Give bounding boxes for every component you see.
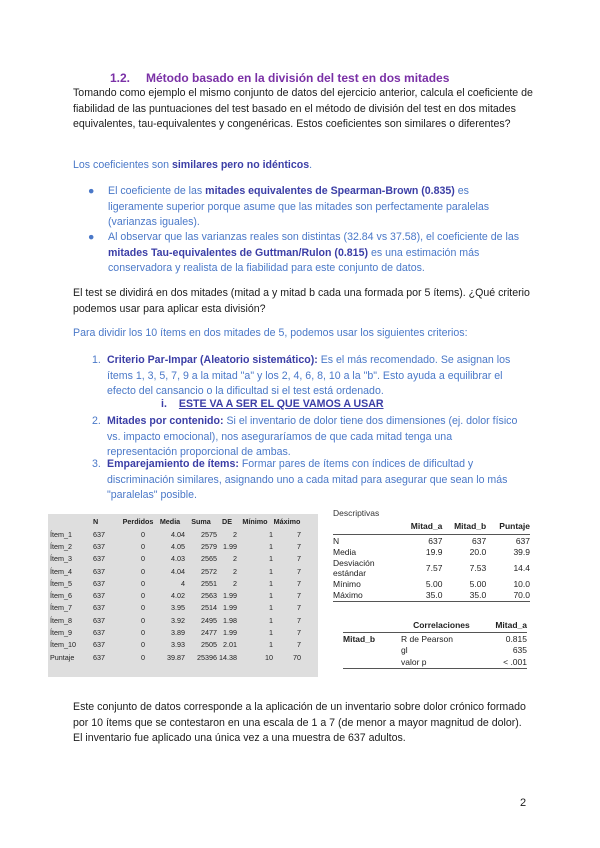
table-row: [48, 602, 301, 614]
table-cell: N: [333, 535, 340, 546]
criterion-bold: Criterio Par-Impar (Aleatorio sistemático):: [107, 354, 318, 366]
table-row: [48, 626, 301, 638]
table-cell: 1: [269, 640, 273, 650]
table-header: DE: [222, 516, 232, 526]
descriptivas-table: [333, 518, 530, 602]
table-cell: 4.03: [171, 554, 185, 564]
chosen-criterion-note: [161, 398, 384, 410]
table-cell: 2565: [201, 554, 217, 564]
question-2: El test se dividirá en dos mitades (mitad a y mitad b cada una formada por 5 ítems). ¿Qué criterio podemos usar para aplicar esta división?: [73, 287, 530, 315]
criterion-text: Es el más recomendado. Se asignan los ítems 1, 3, 5, 7, 9 a la mitad "a" y los 2, 4, 6, 8, 10 a la "b". Esto ayuda a equilibrar el efecto del cansancio o la dificultad si el test está ordenado.: [107, 354, 511, 397]
answer-1-intro-end: .: [309, 159, 313, 171]
table-cell: 4.05: [171, 541, 185, 551]
section-heading: [110, 71, 449, 85]
table-cell: Ítem_7: [50, 603, 72, 613]
table-row: [48, 553, 301, 565]
table-row: [48, 540, 301, 552]
table-row: [48, 565, 301, 577]
criterion-text: Formar pares de ítems con índices de dificultad y discriminación similares, asignando uno a cada mitad para asegurar que sean lo más "paralelas" posible.: [107, 458, 508, 501]
table-header-row: [48, 514, 301, 528]
bullet-text: es ligeramente superior porque asume que las mitades son perfectamente paralelas (varianzas iguales).: [108, 185, 490, 228]
table-cell: 35.0: [442, 590, 486, 602]
table-cell: 4.02: [171, 591, 185, 601]
table-cell: 2579: [201, 541, 217, 551]
table-cell: 2572: [201, 566, 217, 576]
table-cell: 5.00: [469, 578, 487, 589]
bullet-text: El coeficiente de las: [108, 185, 206, 197]
table-cell: 0: [141, 541, 145, 551]
table-cell: 0.815: [505, 633, 527, 644]
table-row: [343, 645, 527, 657]
table-cell: 4.04: [171, 529, 185, 539]
table-cell: 637: [93, 541, 105, 551]
table-cell: 10: [265, 652, 273, 662]
table-cell: 7.57: [425, 563, 443, 573]
sub-text: ESTE VA A SER EL QUE VAMOS A USAR: [178, 398, 384, 410]
table-header: Perdidos: [122, 516, 154, 526]
table-cell: 2: [233, 529, 237, 539]
table-cell: 7: [297, 603, 301, 613]
descriptivas-title: Descriptivas: [333, 508, 380, 518]
items-descriptive-table: [48, 514, 318, 677]
table-cell: 637: [515, 535, 530, 546]
table-cell: 7: [297, 529, 301, 539]
answer-1-intro-text: Los coeficientes son: [73, 159, 172, 171]
table-cell: 637: [93, 566, 105, 576]
table-cell: 1: [269, 591, 273, 601]
table-header: Máximo: [273, 516, 301, 526]
table-cell: 637: [93, 578, 105, 588]
table-row: [48, 577, 301, 589]
page-number: 2: [520, 797, 527, 809]
table-cell: 637: [93, 529, 105, 539]
table-cell: 7: [297, 566, 301, 576]
table-header: [48, 514, 93, 528]
table-cell: R de Pearson: [401, 633, 453, 644]
table-cell: 10.0: [513, 578, 530, 589]
table-cell: 1.99: [223, 591, 237, 601]
table-row: [343, 633, 527, 645]
table-row: [333, 547, 530, 559]
table-header: Correlaciones: [401, 617, 482, 633]
table-cell: 35.0: [399, 590, 443, 602]
table-cell: 0: [141, 578, 145, 588]
table-cell: 14.4: [513, 563, 530, 573]
table-row: [48, 651, 301, 663]
table-cell: 637: [93, 554, 105, 564]
table-cell: 3.93: [171, 640, 185, 650]
table-cell: 2495: [201, 615, 217, 625]
table-cell: Ítem_10: [50, 640, 76, 650]
table-row: [48, 589, 301, 601]
table-header: Media: [159, 516, 181, 526]
bullet-item: [88, 230, 522, 277]
table-cell: 7: [297, 554, 301, 564]
criterion-text: Si el inventario de dolor tiene dos dimensiones (ej. dolor físico vs. impacto emocional), nos aseguraríamos de que cada mitad tenga una representación proporcional de ambas.: [107, 415, 518, 458]
table-row: [343, 656, 527, 668]
bullet-text: Al observar que las varianzas reales son distintas (32.84 vs 37.58), el coeficiente de las: [108, 231, 520, 243]
table-header: N: [93, 516, 99, 526]
table-row: [333, 558, 530, 578]
table-cell: 1: [269, 578, 273, 588]
table-cell: 3.92: [171, 615, 185, 625]
table-cell: 0: [141, 566, 145, 576]
table-cell: 1: [269, 615, 273, 625]
table-cell: 7: [297, 591, 301, 601]
bullet-item: [88, 184, 522, 231]
table-row: [48, 614, 301, 626]
table-header: Mitad_a: [482, 617, 527, 633]
section-number: 1.2.: [110, 71, 131, 85]
table-header: [343, 617, 401, 633]
table-cell: Ítem_1: [50, 529, 72, 539]
answer-1-intro-bold: similares pero no idénticos: [171, 159, 310, 171]
table-cell: Ítem_4: [50, 566, 72, 576]
table-row-label: Mitad_b: [343, 633, 376, 644]
table-cell: 1: [269, 529, 273, 539]
table-header: [333, 518, 399, 535]
table-header: Mitad_a: [399, 518, 443, 535]
question-1: Tomando como ejemplo el mismo conjunto de datos del ejercicio anterior, calcula el coeficiente de fiabilidad de las puntuaciones del test basado en el método de división del test en dos mitades equivalentes, tau-equivalentes y congenéricas. Estos coeficientes son similares o diferentes?: [73, 87, 533, 130]
table-cell: Ítem_5: [50, 578, 72, 588]
criterion-number: 2.: [92, 415, 101, 427]
table-cell: 0: [141, 529, 145, 539]
table-cell: 4: [181, 578, 185, 588]
table-cell: 3.95: [171, 603, 185, 613]
table-cell: 70.0: [486, 590, 530, 602]
table-cell: Media: [333, 547, 357, 558]
bullet-dot-icon: ●: [88, 185, 95, 197]
table-header-row: [343, 617, 527, 633]
table-cell: 7: [297, 628, 301, 638]
table-cell: 637: [93, 603, 105, 613]
table-header: Mínimo: [242, 516, 268, 526]
section-title: Método basado en la división del test en dos mitades: [146, 71, 450, 85]
table-cell: Ítem_9: [50, 628, 72, 638]
table-cell: 637: [93, 591, 105, 601]
table-cell: 39.9: [513, 547, 530, 558]
table-cell: gl: [401, 645, 408, 656]
bullet-bold: mitades Tau-equivalentes de Guttman/Rulon (0.815): [108, 246, 368, 259]
table-cell: 7: [297, 541, 301, 551]
answer-2-intro: Para dividir los 10 ítems en dos mitades de 5, podemos usar los siguientes criterios:: [73, 327, 468, 339]
dataset-description: Este conjunto de datos corresponde a la aplicación de un inventario sobre dolor crónico formado por 10 ítems que se contestaron en una escala de 1 a 7 (de menor a mayor magnitud de dolor). El inventario fue aplicado una única vez a una muestra de 637 adultos.: [73, 701, 526, 744]
table-cell: 637: [93, 615, 105, 625]
sub-label: i.: [161, 398, 167, 410]
criterion-bold: Emparejamiento de ítems:: [107, 458, 239, 470]
table-row: [48, 528, 301, 540]
table-cell: 2477: [201, 628, 217, 638]
table-cell: 7.53: [469, 563, 487, 573]
table-cell: 637: [93, 628, 105, 638]
table-cell: 39.87: [167, 652, 185, 662]
table-cell: Máximo: [333, 590, 399, 602]
table-row-label: [343, 645, 401, 657]
table-cell: 2514: [201, 603, 217, 613]
table-cell: 0: [141, 615, 145, 625]
table-cell: 14.38: [219, 652, 237, 662]
table-cell: 1.99: [223, 541, 237, 551]
table-cell: valor p: [401, 656, 482, 668]
table-cell: 637: [428, 535, 443, 546]
table-cell: 2: [233, 554, 237, 564]
bullet-dot-icon: ●: [88, 231, 95, 243]
table-cell: 25396: [197, 652, 217, 662]
table-cell: < .001: [482, 656, 527, 668]
table-cell: 0: [141, 640, 145, 650]
table-cell: 635: [512, 645, 527, 656]
table-cell: 1: [269, 541, 273, 551]
table-cell: Desviación estándar: [333, 558, 375, 578]
table-cell: 2: [233, 578, 237, 588]
criterion-bold: Mitades por contenido:: [107, 415, 224, 427]
table-cell: 0: [141, 628, 145, 638]
table-cell: 1.99: [223, 628, 237, 638]
answer-1-intro: [73, 158, 533, 174]
bullet-bold: mitades equivalentes de Spearman-Brown (0.835): [205, 185, 455, 197]
table-row: [333, 578, 530, 590]
table-cell: 0: [141, 554, 145, 564]
table-cell: 0: [141, 603, 145, 613]
table-cell: 20.0: [469, 547, 487, 558]
table-row: [333, 535, 530, 547]
table-cell: 7: [297, 640, 301, 650]
table-cell: Ítem_3: [50, 554, 72, 564]
table-row-label: [343, 656, 401, 668]
criterion-item: [92, 457, 522, 504]
correlaciones-table: [343, 617, 527, 669]
table-cell: 70: [293, 652, 301, 662]
table-cell: 3.89: [171, 628, 185, 638]
table-cell: 1: [269, 628, 273, 638]
table-cell: 1.99: [223, 603, 237, 613]
table-cell: 1: [269, 566, 273, 576]
table-header: Puntaje: [486, 518, 530, 535]
table-cell: Mínimo: [333, 578, 361, 589]
table-cell: 1.98: [223, 615, 237, 625]
table-cell: 637: [93, 640, 105, 650]
table-cell: 7: [297, 615, 301, 625]
table-cell: 2505: [201, 640, 217, 650]
table-cell: 2.01: [223, 640, 237, 650]
table-cell: Ítem_8: [50, 615, 72, 625]
table-cell: 637: [93, 652, 105, 662]
table-cell: Ítem_6: [50, 591, 72, 601]
table-header: Mitad_b: [442, 518, 486, 535]
table-cell: 1: [269, 603, 273, 613]
table-cell: 2551: [201, 578, 217, 588]
table-cell: 4.04: [171, 566, 185, 576]
table-cell: 2575: [201, 529, 217, 539]
table-cell: Ítem_2: [50, 541, 72, 551]
table-cell: 0: [141, 591, 145, 601]
criterion-item: [92, 353, 522, 400]
table-cell: Puntaje: [50, 652, 75, 662]
criterion-number: 1.: [92, 354, 101, 366]
table-cell: 1: [269, 554, 273, 564]
table-cell: 2563: [201, 591, 217, 601]
table-header-row: [333, 518, 530, 535]
table-cell: 0: [141, 652, 145, 662]
table-cell: 637: [472, 535, 487, 546]
table-row: [333, 590, 530, 602]
table-cell: 7: [297, 578, 301, 588]
table-cell: 2: [233, 566, 237, 576]
table-row: [48, 639, 301, 651]
table-header: Suma: [191, 516, 211, 526]
criterion-number: 3.: [92, 458, 101, 470]
table-cell: 5.00: [425, 578, 443, 589]
criterion-item: [92, 414, 522, 461]
bullet-text: es una estimación más conservadora y realista de la fiabilidad para este conjunto de datos.: [108, 246, 480, 274]
table-cell: 19.9: [425, 547, 443, 558]
